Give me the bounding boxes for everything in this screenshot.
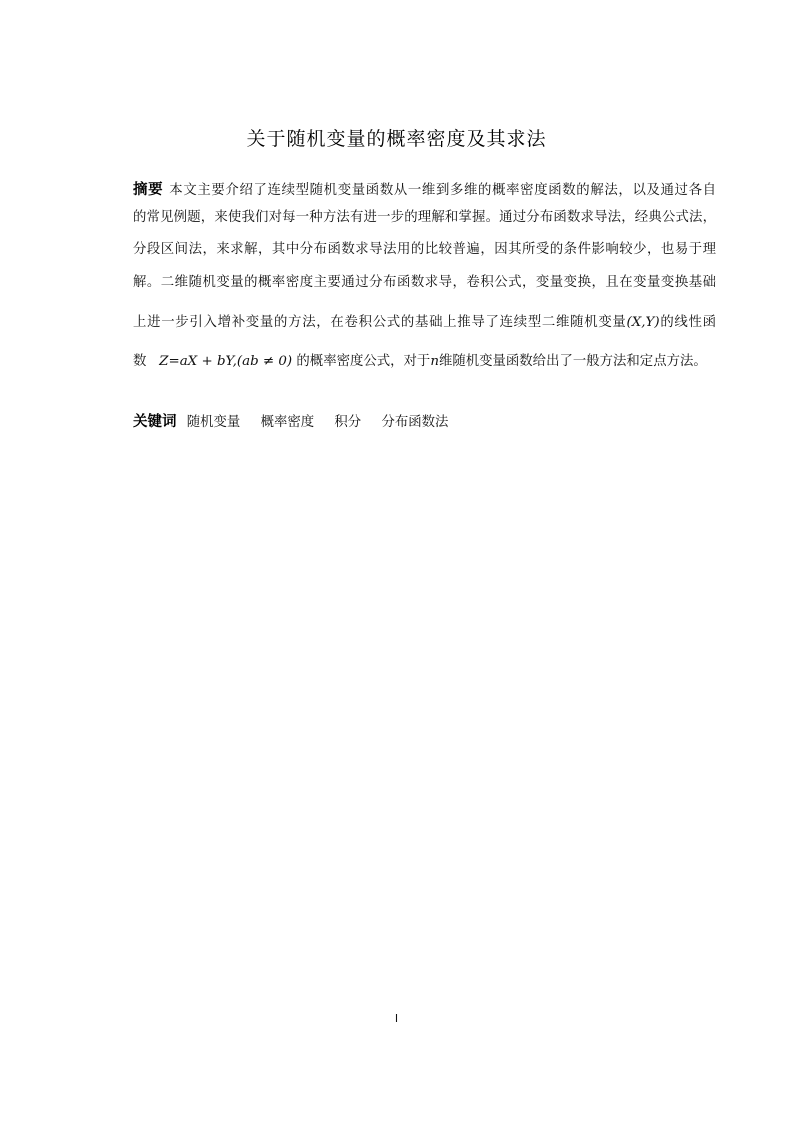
keywords-label: 关键词 <box>133 414 177 430</box>
page-number: I <box>394 1012 399 1025</box>
abstract-line-2: 的常见例题，来使我们对每一种方法有进一步的理解和掌握。通过分布函数求导法，经典公式法， <box>133 210 716 225</box>
abstract-line-1 <box>133 180 716 201</box>
abstract-line-4: 解。二维随机变量的概率密度主要通过分布函数求导，卷积公式，变量变换，且在变量变换基础 <box>133 275 716 290</box>
paper-title: 关于随机变量的概率密度及其求法 <box>246 128 547 150</box>
keyword-item: 概率密度 <box>260 415 315 430</box>
abstract-text-6-head: 数 <box>133 354 147 369</box>
abstract-text-1: 本文主要介绍了连续型随机变量函数从一维到多维的概率密度函数的解法，以及通过各自 <box>169 183 717 198</box>
math-linear-function: Z=aX + bY,(ab ≠ 0) <box>159 354 293 369</box>
keyword-item: 随机变量 <box>186 415 241 430</box>
abstract-line-6 <box>133 352 716 372</box>
abstract-line-3: 分段区间法，来求解，其中分布函数求导法用的比较普遍，因其所受的条件影响较少，也易于理 <box>133 242 716 257</box>
abstract-line-5 <box>133 313 716 333</box>
abstract-text-5: 上进一步引入增补变量的方法，在卷积公式的基础上推导了连续型二维随机变量 <box>133 315 627 330</box>
abstract-label: 摘要 <box>133 182 164 198</box>
abstract-text-6-tail: 维随机变量函数给出了一般方法和定点方法。 <box>438 354 707 369</box>
keyword-item: 积分 <box>334 415 362 430</box>
abstract-text-5-tail: 的线性函 <box>659 315 717 330</box>
math-n: n <box>430 354 439 369</box>
math-xy: (X,Y) <box>626 315 660 330</box>
keyword-item: 分布函数法 <box>381 415 449 430</box>
keywords-line <box>133 410 464 435</box>
abstract-text-6-mid: 的概率密度公式，对于 <box>296 354 431 369</box>
